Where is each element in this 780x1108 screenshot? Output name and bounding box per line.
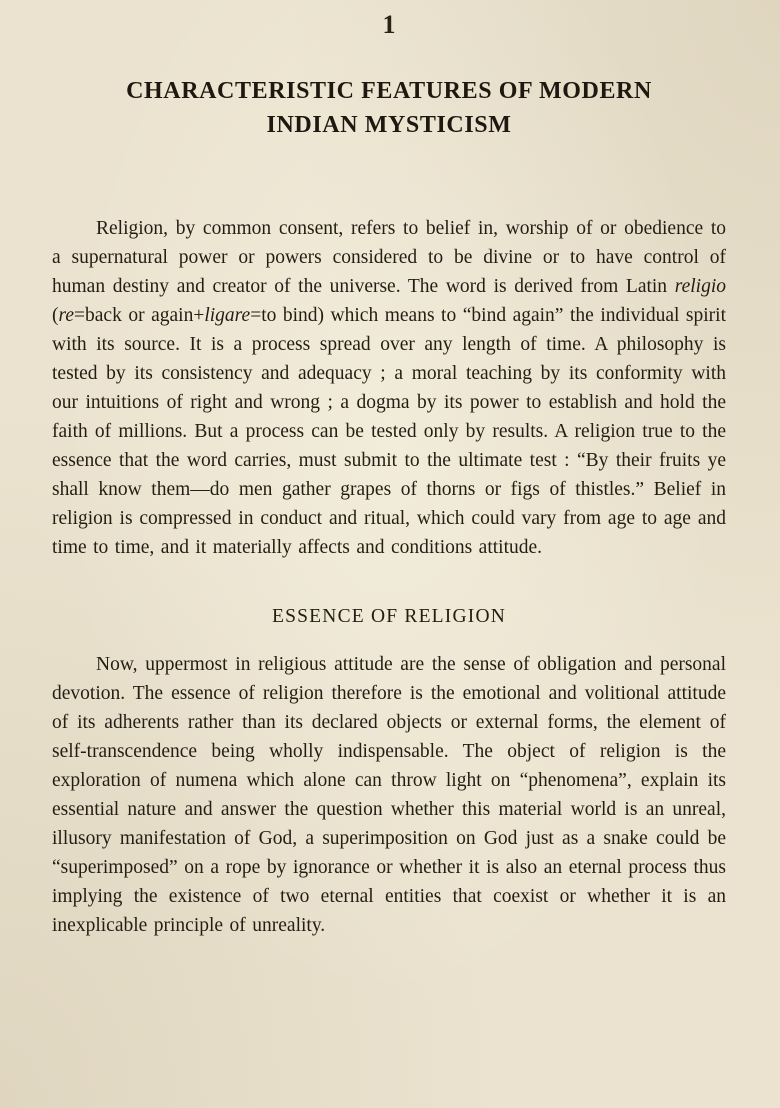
body-paragraph-2: Now, uppermost in religious attitude are the sense of obligation and personal devotion. The essence of religion therefore is the emotional and volitional attitude of its adherents rather than its declared objects or external forms, the element of self-transcendence being wholly indispensable. The object of religion is the exploration of numena which alone can throw light on “phenomena”, explain its essential nature and answer the question whether this material world is an unreal, illusory manifestation of God, a superimposition on God just as a snake could be “superimposed” on a rope by ignorance or whether it is also an eternal process thus implying the existence of two eternal entities that coexist or whether it is an inexplicable principle of unreality. xyxy=(52,654,726,936)
page-title-line-2: INDIAN MYSTICISM xyxy=(266,112,512,138)
section-heading: ESSENCE OF RELIGION xyxy=(271,606,507,627)
page-title xyxy=(52,74,726,142)
page-title-line-1: CHARACTERISTIC FEATURES OF MODERN xyxy=(126,78,652,104)
page-number: 1 xyxy=(382,10,396,39)
body-paragraph-1: Religion, by common consent, refers to belief in, worship of or obedience to a supernatural power or powers considered to be divine or to have control of human destiny and creator of the universe. The word is derived from Latin religio (re=back or again+ligare=to bind) which means to “bind again” the individual spirit with its source. It is a process spread over any length of time. A philosophy is tested by its consistency and adequacy ; a moral teaching by its conformity with our intuitions of right and wrong ; a dogma by its power to establish and hold the faith of millions. But a process can be tested only by results. A religion true to the essence that the word carries, must submit to the ultimate test : “By their fruits ye shall know them—do men gather grapes of thorns or figs of thistles.” Belief in religion is compressed in conduct and ritual, which could vary from age to age and time to time, and it materially affects and conditions attitude. xyxy=(52,218,726,558)
